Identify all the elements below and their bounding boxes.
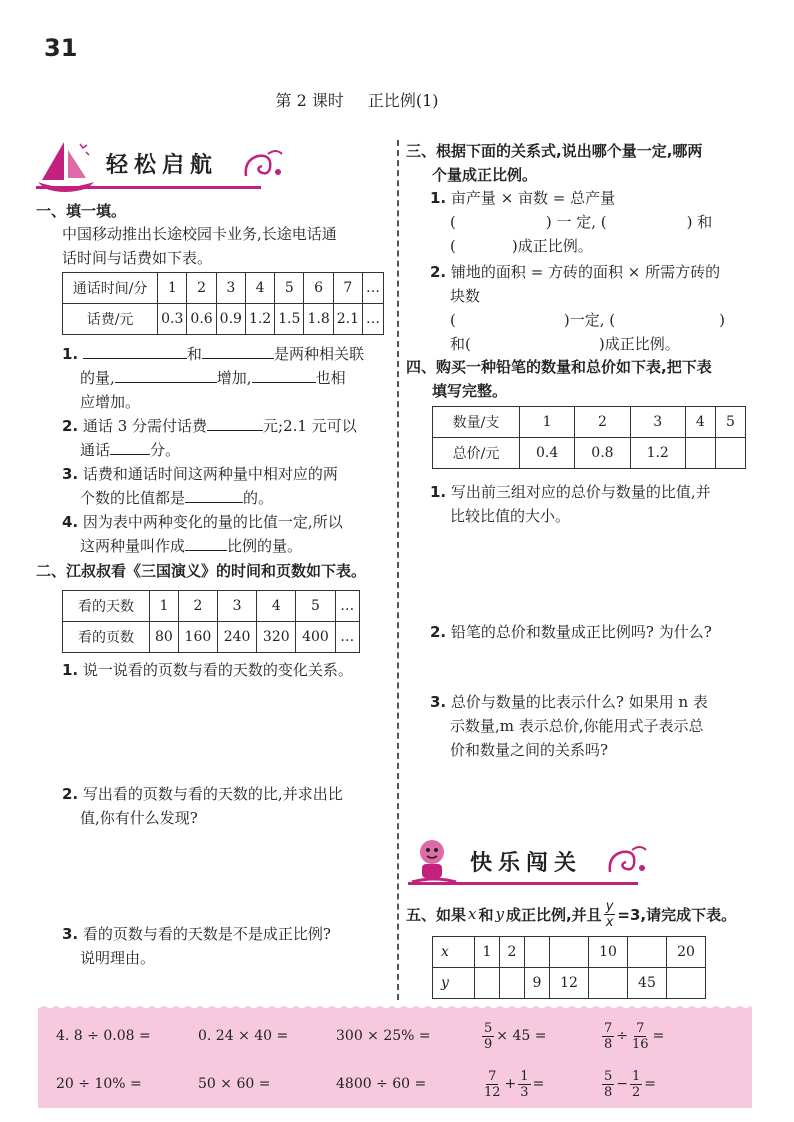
table-row <box>63 273 384 304</box>
table-cell: 看的天数 <box>63 591 150 622</box>
s3-q1-line3: ( )成正比例。 <box>450 237 593 255</box>
s3-q2-line1: 2. 铺地的面积 = 方砖的面积 × 所需方砖的 <box>430 263 721 281</box>
fraction: $\frac{y}{x}$ <box>605 898 614 930</box>
cartoon-kid-icon <box>408 836 460 886</box>
calc-item: 0. 24 × 40 = <box>198 1028 289 1044</box>
table-cell: 400 <box>296 622 335 653</box>
banner-bottom-text: 快乐闯关 <box>470 851 583 876</box>
table-cell: 10 <box>588 937 627 968</box>
table-cell: 2 <box>187 273 216 304</box>
table-cell: 3 <box>216 273 245 304</box>
s3-heading-2: 个量成正比例。 <box>432 166 538 184</box>
table-cell: 0.4 <box>520 438 575 469</box>
calc-item: 4. 8 ÷ 0.08 = <box>56 1028 151 1044</box>
fraction: $\frac{7}{16}$ <box>632 1020 649 1052</box>
calc-item: 300 × 25% = <box>336 1028 431 1044</box>
table-cell: 话费/元 <box>63 304 158 335</box>
s2-q2-line1: 2. 写出看的页数与看的天数的比,并求出比 <box>62 785 343 803</box>
banner-top-text: 轻松启航 <box>106 153 219 178</box>
answer-cell[interactable] <box>500 968 525 999</box>
calc-item: 20 ÷ 10% = <box>56 1076 142 1092</box>
s1-q1-line1: 1. 和 是两种相关联 <box>62 342 364 366</box>
answer-blank[interactable] <box>252 366 316 383</box>
s4-heading-2: 填写完整。 <box>432 382 508 400</box>
s1-q3-line2: 个数的比值都是 的。 <box>80 486 273 510</box>
table-cell: 1.5 <box>275 304 304 335</box>
s2-q3-line1: 3. 看的页数与看的天数是不是成正比例? <box>62 925 331 943</box>
table-cell: 3 <box>218 591 257 622</box>
swirl-ornament-icon <box>240 146 286 186</box>
page-title <box>0 88 714 111</box>
answer-cell[interactable] <box>550 937 589 968</box>
s2-q3-line2: 说明理由。 <box>80 949 156 967</box>
table-cell: 1.8 <box>304 304 333 335</box>
table-cell: 2 <box>500 937 525 968</box>
table-cell: 1 <box>475 937 500 968</box>
s1-q2-line1: 2. 通话 3 分需付话费 元;2.1 元可以 <box>62 414 357 438</box>
s4-q3-line2: 示数量,m 表示总价,你能用式子表示总 <box>450 717 704 735</box>
table-cell: 5 <box>715 407 745 438</box>
s1-q2-line2: 通话 分。 <box>80 438 180 462</box>
answer-cell[interactable] <box>685 438 715 469</box>
answer-blank[interactable] <box>115 366 217 383</box>
s5-table <box>432 936 706 999</box>
banner-bottom <box>408 836 658 892</box>
table-cell: 0.6 <box>187 304 216 335</box>
s1-q4-line1: 4. 因为表中两种变化的量的比值一定,所以 <box>62 513 343 531</box>
s1-q1-line2: 的量, 增加, 也相 <box>80 366 346 390</box>
fraction: $\frac{1}{3}$ <box>520 1068 529 1100</box>
lesson-part: 第 2 课时 <box>275 91 344 110</box>
page-number: 31 <box>44 34 78 62</box>
s4-q3-line3: 价和数量之间的关系吗? <box>450 741 609 759</box>
s4-q2: 2. 铅笔的总价和数量成正比例吗? 为什么? <box>430 623 712 641</box>
s1-intro-1: 中国移动推出长途校园卡业务,长途电话通 <box>62 225 337 243</box>
table-cell: 160 <box>178 622 217 653</box>
s1-heading: 一、填一填。 <box>36 202 127 220</box>
s3-q2-line4: 和( )成正比例。 <box>450 335 680 353</box>
table-cell: 5 <box>275 273 304 304</box>
calc-item: $\frac{7}{12}$ + $\frac{1}{3}$ = <box>484 1068 545 1100</box>
table-cell: 0.3 <box>158 304 187 335</box>
table-cell: 320 <box>257 622 296 653</box>
table-cell: 数量/支 <box>433 407 520 438</box>
s4-q1-line1: 1. 写出前三组对应的总价与数量的比值,并 <box>430 483 711 501</box>
table-cell: 7 <box>333 273 362 304</box>
table-cell: 通话时间/分 <box>63 273 158 304</box>
s1-q1-line3: 应增加。 <box>80 393 141 411</box>
calc-item: 4800 ÷ 60 = <box>336 1076 427 1092</box>
calc-item: 50 × 60 = <box>198 1076 271 1092</box>
table-cell: … <box>335 591 359 622</box>
table-cell: 4 <box>685 407 715 438</box>
table-cell: 3 <box>630 407 685 438</box>
table-cell: … <box>335 622 359 653</box>
fraction: $\frac{1}{2}$ <box>632 1068 641 1100</box>
s4-table <box>432 406 746 469</box>
table-cell: x <box>433 937 475 968</box>
s4-q1-line2: 比较比值的大小。 <box>450 507 571 525</box>
fraction: $\frac{5}{9}$ <box>484 1020 493 1052</box>
table-cell: 9 <box>525 968 550 999</box>
answer-cell[interactable] <box>666 968 705 999</box>
table-cell: … <box>363 304 384 335</box>
table-cell: 0.9 <box>216 304 245 335</box>
s1-q3-line1: 3. 话费和通话时间这两种量中相对应的两 <box>62 465 338 483</box>
fraction: $\frac{7}{12}$ <box>484 1068 501 1100</box>
table-row <box>433 407 746 438</box>
s4-heading-1: 四、购买一种铅笔的数量和总价如下表,把下表 <box>406 358 712 376</box>
answer-blank[interactable] <box>207 414 263 431</box>
fraction: $\frac{7}{8}$ <box>604 1020 613 1052</box>
table-cell: 1.2 <box>245 304 274 335</box>
table-cell: y <box>433 968 475 999</box>
table-cell: 1 <box>158 273 187 304</box>
table-cell: 2.1 <box>333 304 362 335</box>
table-cell: 1 <box>520 407 575 438</box>
answer-blank[interactable] <box>202 342 274 359</box>
table-row <box>433 937 706 968</box>
table-row <box>63 304 384 335</box>
answer-cell[interactable] <box>475 968 500 999</box>
table-cell: … <box>363 273 384 304</box>
s1-q4-line2: 这两种量叫作成 比例的量。 <box>80 534 302 558</box>
table-cell: 2 <box>575 407 630 438</box>
s2-table <box>62 590 360 653</box>
s3-q1-line2: ( ) 一 定, ( ) 和 <box>450 213 713 231</box>
answer-cell[interactable] <box>627 937 666 968</box>
s1-table <box>62 272 384 335</box>
table-cell: 20 <box>666 937 705 968</box>
table-cell: 12 <box>550 968 589 999</box>
table-row <box>433 438 746 469</box>
table-cell: 4 <box>245 273 274 304</box>
s4-q3-line1: 3. 总价与数量的比表示什么? 如果用 n 表 <box>430 693 708 711</box>
calc-item: $\frac{5}{9}$ × 45 = <box>484 1020 547 1052</box>
s3-q2-line3: ( )一定, ( ) <box>450 311 725 329</box>
lesson-name: 正比例(1) <box>367 91 439 110</box>
table-row <box>63 622 360 653</box>
table-cell: 240 <box>218 622 257 653</box>
calculation-strip <box>38 1008 752 1108</box>
s1-intro-2: 话时间与话费如下表。 <box>62 249 213 267</box>
table-cell: 1.2 <box>630 438 685 469</box>
banner-top-underline <box>36 186 261 189</box>
answer-cell[interactable] <box>525 937 550 968</box>
calc-item: $\frac{5}{8}$ − $\frac{1}{2}$ = <box>604 1068 657 1100</box>
answer-cell[interactable] <box>715 438 745 469</box>
swirl-ornament-icon <box>604 842 650 882</box>
s5-heading: 五、如果 x 和 y 成正比例,并且 $\frac{y}{x}$ =3,请完成下表。 <box>406 898 737 930</box>
calc-item: $\frac{7}{8}$ ÷ $\frac{7}{16}$ = <box>604 1020 665 1052</box>
table-row <box>63 591 360 622</box>
table-row <box>433 968 706 999</box>
table-cell: 2 <box>178 591 217 622</box>
table-cell: 4 <box>257 591 296 622</box>
s2-heading: 二、江叔叔看《三国演义》的时间和页数如下表。 <box>36 562 367 580</box>
table-cell: 80 <box>150 622 179 653</box>
table-cell: 6 <box>304 273 333 304</box>
scalloped-edge <box>38 1002 752 1010</box>
s2-q1: 1. 说一说看的页数与看的天数的变化关系。 <box>62 661 353 679</box>
answer-blank[interactable] <box>185 486 243 503</box>
banner-top <box>36 138 286 196</box>
table-cell: 5 <box>296 591 335 622</box>
s3-q2-line2: 块数 <box>450 287 481 305</box>
s2-q2-line2: 值,你有什么发现? <box>80 809 198 827</box>
table-cell: 看的页数 <box>63 622 150 653</box>
table-cell: 45 <box>627 968 666 999</box>
fraction: $\frac{5}{8}$ <box>604 1068 613 1100</box>
answer-blank[interactable] <box>110 438 150 455</box>
table-cell: 0.8 <box>575 438 630 469</box>
answer-blank[interactable] <box>83 342 187 359</box>
table-cell: 总价/元 <box>433 438 520 469</box>
banner-bottom-underline <box>408 882 638 885</box>
column-divider <box>397 140 399 1000</box>
s3-q1-line1: 1. 亩产量 × 亩数 = 总产量 <box>430 189 616 207</box>
table-cell: 1 <box>150 591 179 622</box>
answer-cell[interactable] <box>588 968 627 999</box>
s3-heading-1: 三、根据下面的关系式,说出哪个量一定,哪两 <box>406 142 703 160</box>
answer-blank[interactable] <box>185 534 227 551</box>
